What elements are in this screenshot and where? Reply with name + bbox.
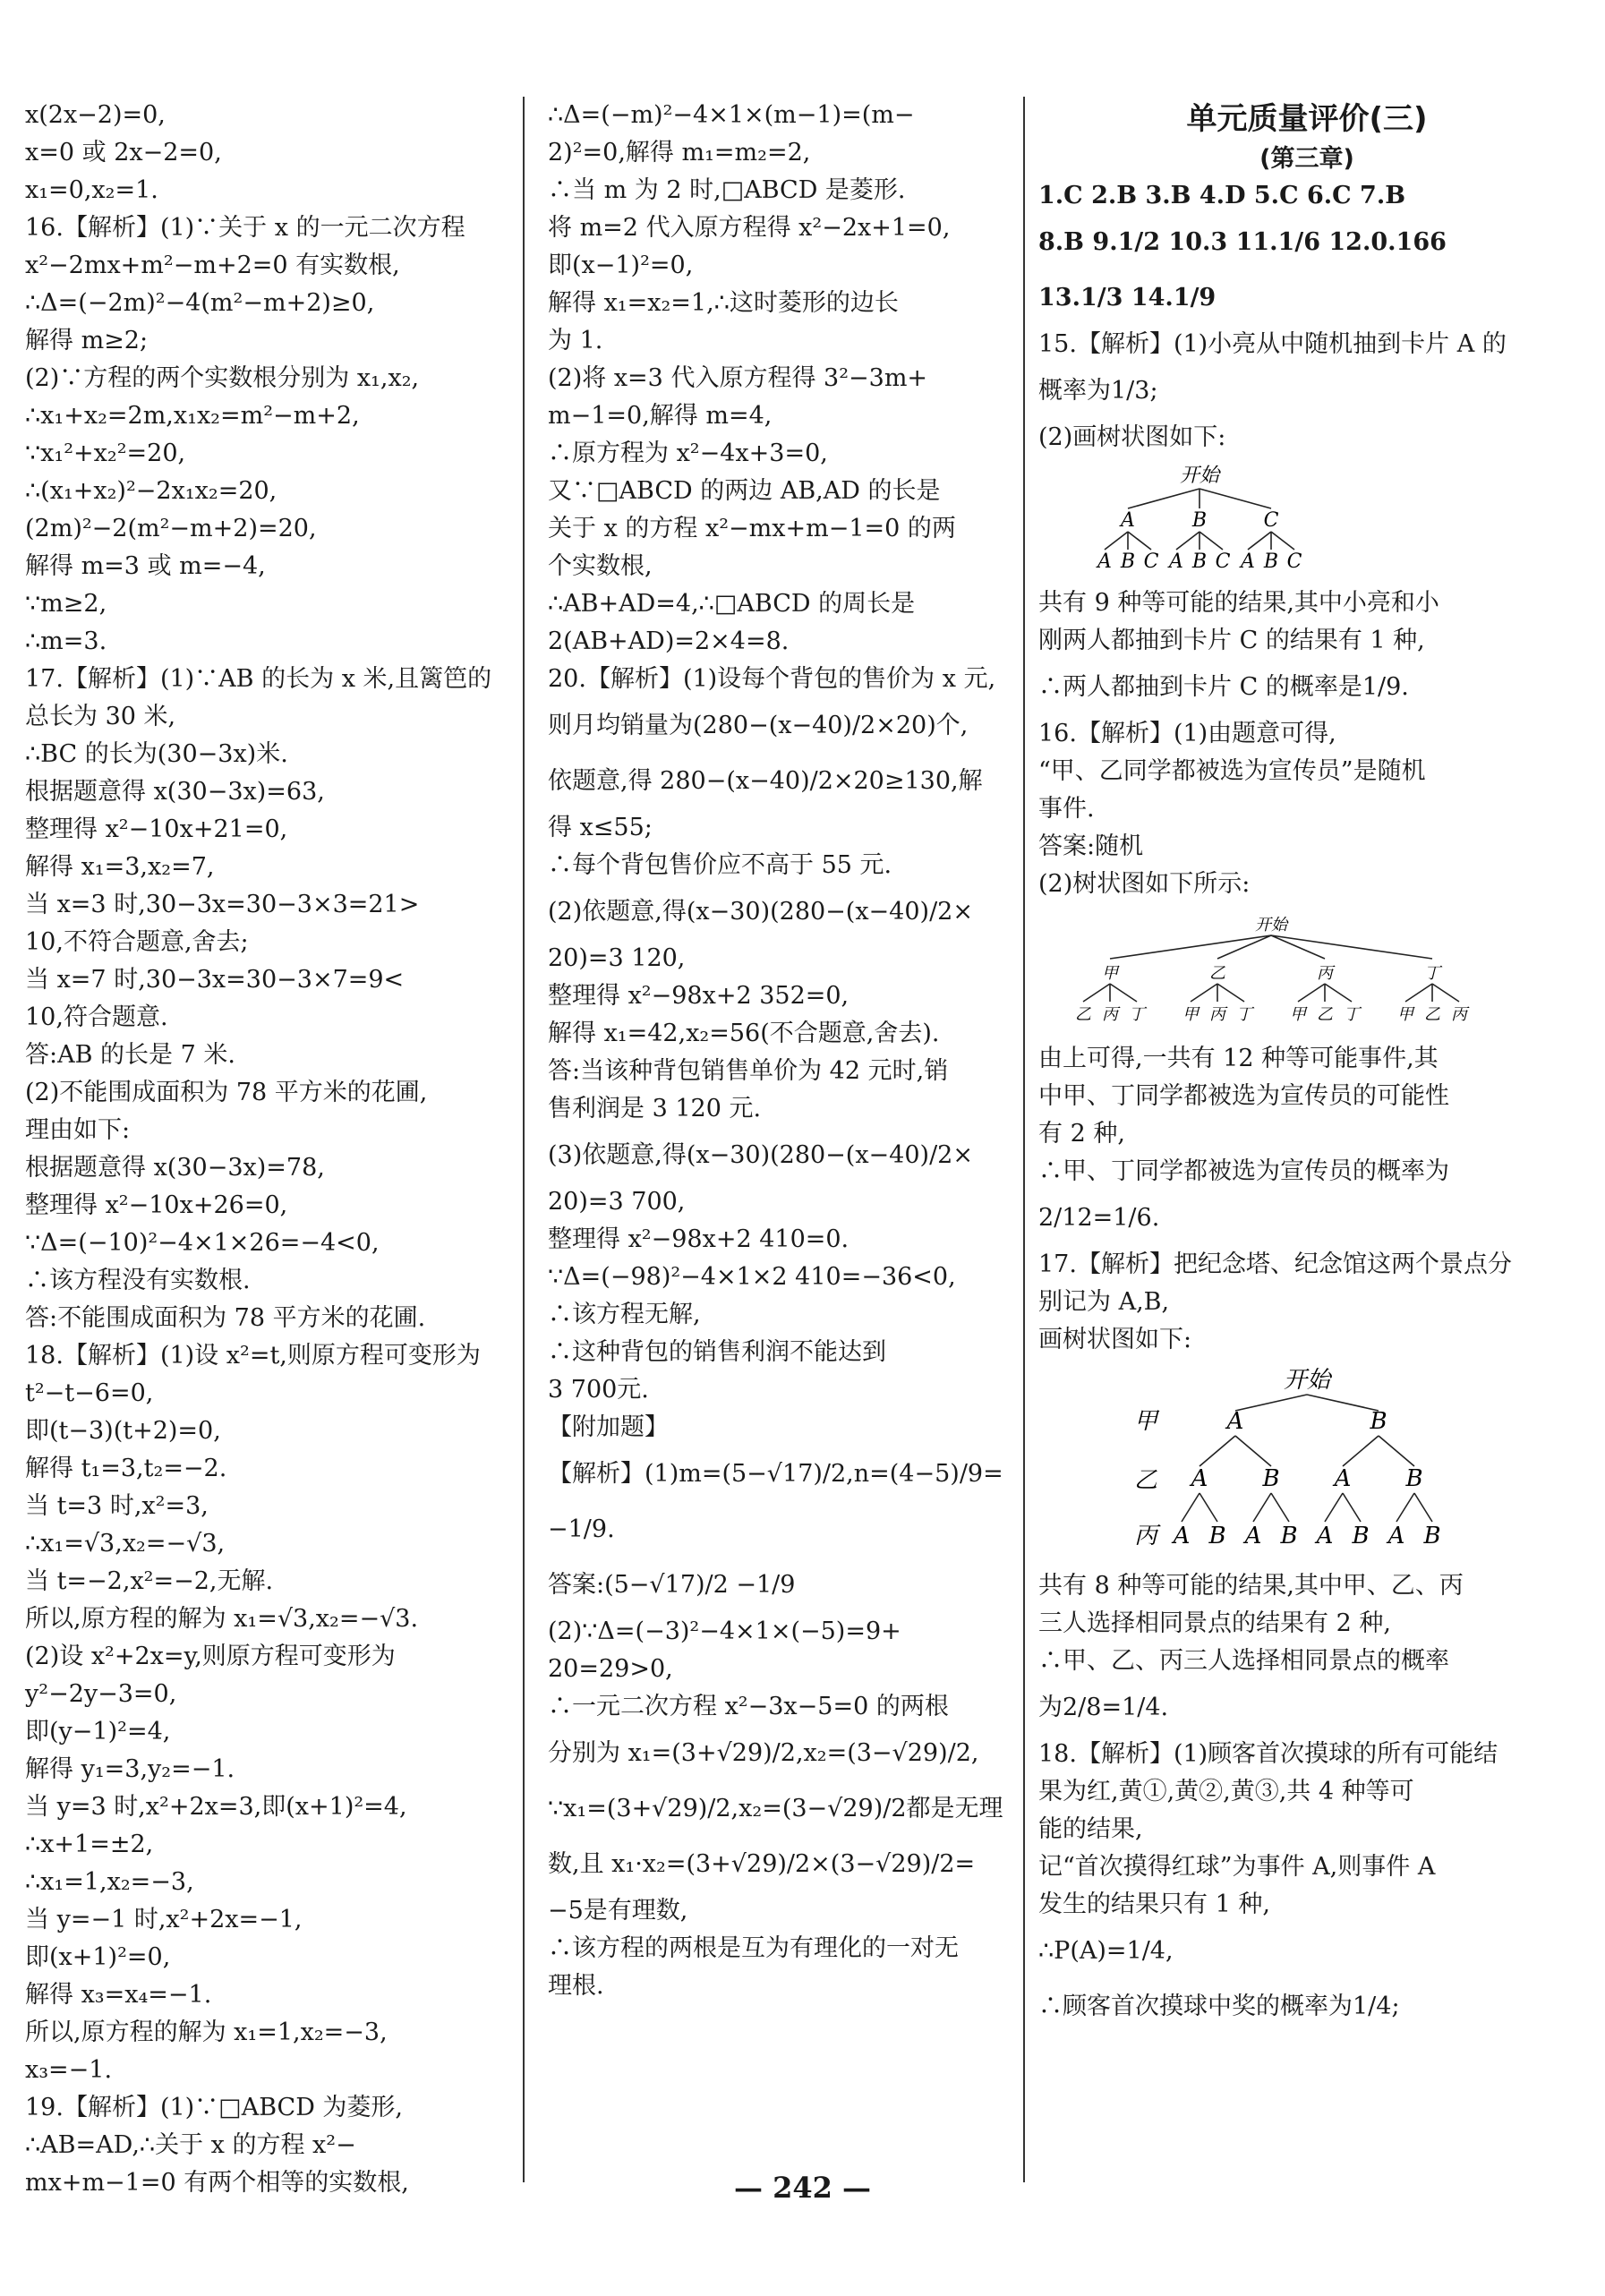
- text-line: ∴x+1=±2,: [25, 1831, 154, 1858]
- text-line: 【解析】(1)m=(5−√17)/2,n=(4−5)/9=: [548, 1460, 1003, 1488]
- tree-branch: [1105, 532, 1128, 550]
- text-line: −5是有理数,: [548, 1897, 688, 1925]
- text-line: ∴Δ=(−2m)²−4(m²−m+2)≥0,: [25, 289, 375, 317]
- text-line: ∵x₁²+x₂²=20,: [25, 440, 186, 467]
- text-line: 三人选择相同景点的结果有 2 种,: [1038, 1609, 1391, 1637]
- text-line: 总长为 30 米,: [25, 703, 176, 730]
- text-line: 答:当该种背包销售单价为 42 元时,销: [548, 1057, 949, 1085]
- text-line: 【附加题】: [548, 1413, 669, 1441]
- text-line: 所以,原方程的解为 x₁=√3,x₂=−√3.: [25, 1605, 419, 1633]
- text-line: 20=29>0,: [548, 1655, 673, 1683]
- text-line: 17.【解析】(1)∵AB 的长为 x 米,且篱笆的: [25, 665, 492, 693]
- tree-branch: [1343, 1493, 1361, 1522]
- text-line: 又∵□ABCD 的两边 AB,AD 的长是: [548, 477, 941, 505]
- unit-subtitle: (第三章): [1259, 145, 1354, 173]
- text-line: 能的结果,: [1038, 1815, 1143, 1843]
- text-line: “甲、乙同学都被选为宣传员”是随机: [1038, 757, 1426, 785]
- text-line: x=0 或 2x−2=0,: [25, 139, 222, 166]
- text-line: ∵m≥2,: [25, 590, 107, 618]
- text-line: ∴x₁=√3,x₂=−√3,: [25, 1530, 226, 1558]
- question-16: [1038, 715, 1575, 903]
- column-divider-right: [1023, 97, 1025, 2182]
- text-line: ∴每个背包售价应不高于 55 元.: [548, 851, 892, 879]
- text-line: 分别为 x₁=(3+√29)/2,x₂=(3−√29)/2,: [548, 1739, 979, 1767]
- text-line: 则月均销量为(280−(x−40)/2×20)个,: [548, 712, 969, 739]
- text-line: 10,不符合题意,舍去;: [25, 928, 249, 956]
- tree-node-label: 开始: [1255, 916, 1287, 935]
- text-line: 果为红,黄①,黄②,黄③,共 4 种等可: [1038, 1778, 1414, 1805]
- text-line: 解得 x₁=x₂=1,∴这时菱形的边长: [548, 289, 899, 317]
- tree-node-label: 甲: [1290, 1005, 1306, 1024]
- tree-node-label: 丙: [1209, 1005, 1225, 1024]
- text-line: 中甲、丁同学都被选为宣传员的可能性: [1038, 1082, 1449, 1110]
- text-line: 20.【解析】(1)设每个背包的售价为 x 元,: [548, 665, 996, 693]
- tree-branch: [1325, 1493, 1343, 1522]
- text-line: 当 t=3 时,x²=3,: [25, 1492, 209, 1520]
- question-17-result: [1038, 1567, 1575, 1736]
- text-line: ∴该方程无解,: [548, 1301, 701, 1328]
- text-line: 解得 t₁=3,t₂=−2.: [25, 1455, 227, 1482]
- tree-node-label: A: [1244, 1523, 1262, 1549]
- tree-node-label: 丁: [1344, 1005, 1360, 1024]
- text-line: (2)∵方程的两个实数根分别为 x₁,x₂,: [25, 364, 420, 392]
- tree-branch: [1432, 984, 1459, 1002]
- text-line: ∴两人都抽到卡片 C 的概率是1/9.: [1038, 673, 1409, 701]
- tree-node-label: 丁: [1129, 1005, 1145, 1024]
- text-line: 概率为1/3;: [1038, 377, 1158, 405]
- text-line: 答案:(5−√17)/2 −1/9: [548, 1571, 796, 1599]
- text-line: ∴AB=AD,∴关于 x 的方程 x²−: [25, 2131, 356, 2159]
- text-line: 答:不能围成面积为 78 平方米的花圃.: [25, 1304, 426, 1332]
- tree-diagram-3: [1128, 1364, 1486, 1552]
- answer-row-1: 1.C 2.B 3.B 4.D 5.C 6.C 7.B: [1038, 182, 1406, 209]
- text-line: (2)将 x=3 代入原方程得 3²−3m+: [548, 364, 928, 392]
- tree-branch: [1176, 532, 1199, 550]
- text-line: 由上可得,一共有 12 种等可能事件,其: [1038, 1045, 1439, 1072]
- text-line: 解得 x₁=42,x₂=56(不合题意,舍去).: [548, 1020, 940, 1047]
- tree-node-label: B: [1423, 1523, 1441, 1549]
- tree-branch: [1235, 1436, 1271, 1466]
- tree-branch: [1248, 532, 1271, 550]
- tree-node-label: 乙: [1424, 1005, 1440, 1024]
- tree-diagram-1: [1092, 462, 1325, 569]
- text-line: 20)=3 700,: [548, 1188, 686, 1216]
- text-line: ∴Δ=(−m)²−4×1×(m−1)=(m−: [548, 101, 915, 129]
- tree-branch: [1298, 984, 1325, 1002]
- text-line: 整理得 x²−10x+21=0,: [25, 815, 288, 843]
- column-middle: [548, 97, 1009, 2005]
- text-line: 整理得 x²−10x+26=0,: [25, 1191, 288, 1219]
- tree-node-label: A: [1121, 509, 1135, 532]
- text-line: ∴x₁=1,x₂=−3,: [25, 1868, 194, 1896]
- tree-branch: [1271, 532, 1294, 550]
- tree-node-label: B: [1191, 551, 1208, 569]
- tree-branch: [1191, 984, 1217, 1002]
- text-line: ∴AB+AD=4,∴□ABCD 的周长是: [548, 590, 916, 618]
- text-line: 为 1.: [548, 327, 603, 354]
- tree-branch: [1199, 1436, 1235, 1466]
- text-line: (2)树状图如下所示:: [1038, 870, 1251, 898]
- tree-node-label: 丁: [1424, 964, 1440, 983]
- question-18: [1038, 1736, 1575, 2035]
- text-line: 有 2 种,: [1038, 1120, 1125, 1148]
- text-line: ∴m=3.: [25, 627, 107, 655]
- column-right: [1038, 97, 1575, 2035]
- tree-node-label: 开始: [1283, 1367, 1331, 1394]
- text-line: (2)设 x²+2x=y,则原方程可变形为: [25, 1643, 396, 1670]
- tree-branch: [1110, 935, 1271, 959]
- column-left: [25, 97, 508, 2202]
- tree-branch: [1379, 1436, 1414, 1466]
- tree-node-label: 乙: [1317, 1005, 1333, 1024]
- tree-node-label: A: [1169, 551, 1183, 569]
- text-line: 解得 y₁=3,y₂=−1.: [25, 1755, 235, 1783]
- text-line: 即(y−1)²=4,: [25, 1718, 171, 1745]
- text-line: 共有 9 种等可能的结果,其中小亮和小: [1038, 589, 1439, 617]
- tree-branch: [1128, 489, 1199, 508]
- tree-branch: [1405, 984, 1432, 1002]
- text-line: ∴该方程的两根是互为有理化的一对无: [548, 1934, 959, 1962]
- text-line: 得 x≤55;: [548, 814, 653, 841]
- tree-node-label: A: [1334, 1465, 1352, 1492]
- text-line: 18.【解析】(1)顾客首次摸球的所有可能结: [1038, 1740, 1498, 1768]
- tree-diagram-2: [1056, 909, 1504, 1025]
- question-17: [1038, 1246, 1575, 1359]
- text-line: 18.【解析】(1)设 x²=t,则原方程可变形为: [25, 1342, 481, 1370]
- text-line: 解得 x₁=3,x₂=7,: [25, 853, 215, 881]
- text-line: 2)²=0,解得 m₁=m₂=2,: [548, 139, 811, 166]
- column-divider-left: [523, 97, 525, 2182]
- tree-branch: [1325, 984, 1352, 1002]
- text-line: 即(t−3)(t+2)=0,: [25, 1417, 221, 1445]
- tree-branch: [1199, 489, 1271, 508]
- text-line: ∵Δ=(−10)²−4×1×26=−4<0,: [25, 1229, 380, 1257]
- text-line: x²−2mx+m²−m+2=0 有实数根,: [25, 252, 400, 279]
- text-line: y²−2y−3=0,: [25, 1680, 177, 1708]
- text-line: ∴一元二次方程 x²−3x−5=0 的两根: [548, 1693, 949, 1720]
- text-line: 2/12=1/6.: [1038, 1204, 1160, 1232]
- text-line: 当 x=3 时,30−3x=30−3×3=21>: [25, 891, 420, 918]
- text-line: ∴x₁+x₂=2m,x₁x₂=m²−m+2,: [25, 402, 360, 430]
- tree-branch: [1396, 1493, 1414, 1522]
- tree-branch: [1199, 1493, 1217, 1522]
- tree-node-label: 丙: [1133, 1523, 1158, 1549]
- tree-node-label: B: [1120, 551, 1136, 569]
- text-line: 16.【解析】(1)∵关于 x 的一元二次方程: [25, 214, 465, 242]
- text-line: 15.【解析】(1)小亮从中随机抽到卡片 A 的: [1038, 330, 1507, 358]
- text-line: 刚两人都抽到卡片 C 的结果有 1 种,: [1038, 627, 1425, 654]
- text-line: 当 x=7 时,30−3x=30−3×7=9<: [25, 966, 405, 994]
- text-line: 2(AB+AD)=2×4=8.: [548, 627, 790, 655]
- text-line: 为2/8=1/4.: [1038, 1694, 1169, 1721]
- tree-node-label: 甲: [1397, 1005, 1413, 1024]
- tree-node-label: 甲: [1133, 1408, 1158, 1435]
- tree-branch: [1083, 984, 1110, 1002]
- tree-node-label: A: [1241, 551, 1255, 569]
- answer-row-3: 13.1/3 14.1/9: [1038, 284, 1217, 312]
- tree-branch: [1271, 1493, 1289, 1522]
- text-line: 依题意,得 280−(x−40)/2×20≥130,解: [548, 767, 983, 795]
- tree-node-label: 开始: [1179, 465, 1220, 487]
- text-line: (2)不能围成面积为 78 平方米的花圃,: [25, 1079, 428, 1106]
- text-line: 画树状图如下:: [1038, 1326, 1192, 1353]
- text-line: ∴当 m 为 2 时,□ABCD 是菱形.: [548, 176, 906, 204]
- text-line: 10,符合题意.: [25, 1003, 168, 1031]
- text-line: 16.【解析】(1)由题意可得,: [1038, 720, 1336, 747]
- tree-branch: [1307, 1395, 1379, 1411]
- tree-node-label: 甲: [1182, 1005, 1199, 1024]
- tree-branch: [1271, 935, 1432, 959]
- text-line: m−1=0,解得 m=4,: [548, 402, 773, 430]
- unit-title: 单元质量评价(三): [1186, 101, 1428, 137]
- tree-node-label: B: [1370, 1408, 1387, 1435]
- text-line: ∴甲、丁同学都被选为宣传员的概率为: [1038, 1157, 1449, 1185]
- text-line: 解得 x₃=x₄=−1.: [25, 1981, 212, 2009]
- question-15: [1038, 326, 1575, 457]
- text-line: 整理得 x²−98x+2 352=0,: [548, 982, 849, 1010]
- text-line: ∵x₁=(3+√29)/2,x₂=(3−√29)/2都是无理: [548, 1795, 1003, 1822]
- tree-node-label: B: [1280, 1523, 1298, 1549]
- text-line: (2)∵Δ=(−3)²−4×1×(−5)=9+: [548, 1617, 901, 1645]
- question-15-result: [1038, 585, 1575, 715]
- tree-branch: [1199, 532, 1223, 550]
- text-line: 即(x+1)²=0,: [25, 1943, 171, 1971]
- text-line: t²−t−6=0,: [25, 1379, 154, 1407]
- text-line: ∴P(A)=1/4,: [1038, 1937, 1174, 1965]
- tree-node-label: 乙: [1133, 1467, 1158, 1494]
- text-line: 答:AB 的长是 7 米.: [25, 1041, 235, 1069]
- text-line: ∴(x₁+x₂)²−2x₁x₂=20,: [25, 477, 277, 505]
- tree-branch: [1128, 532, 1151, 550]
- text-line: 答案:随机: [1038, 832, 1144, 860]
- text-line: 所以,原方程的解为 x₁=1,x₂=−3,: [25, 2019, 388, 2046]
- text-line: (2)依题意,得(x−30)(280−(x−40)/2×: [548, 898, 973, 926]
- tree-node-label: 丁: [1236, 1005, 1252, 1024]
- tree-node-label: B: [1263, 551, 1279, 569]
- tree-node-label: A: [1173, 1523, 1191, 1549]
- text-line: 共有 8 种等可能的结果,其中甲、乙、丙: [1038, 1572, 1464, 1600]
- text-line: x(2x−2)=0,: [25, 101, 166, 129]
- tree-branch: [1217, 984, 1244, 1002]
- tree-node-label: B: [1262, 1465, 1280, 1492]
- text-line: mx+m−1=0 有两个相等的实数根,: [25, 2169, 409, 2197]
- text-line: ∴甲、乙、丙三人选择相同景点的概率: [1038, 1647, 1449, 1675]
- tree-node-label: 乙: [1209, 964, 1225, 983]
- tree-node-label: A: [1316, 1523, 1334, 1549]
- question-16-result: [1038, 1040, 1575, 1246]
- tree-node-label: A: [1191, 1465, 1208, 1492]
- tree-branch: [1235, 1395, 1307, 1411]
- text-line: ∴BC 的长为(30−3x)米.: [25, 740, 288, 768]
- tree-node-label: 丙: [1317, 964, 1333, 983]
- tree-node-label: B: [1191, 509, 1208, 532]
- text-line: 记“首次摸得红球”为事件 A,则事件 A: [1038, 1853, 1436, 1881]
- tree-node-label: C: [1215, 551, 1231, 569]
- text-line: ∴原方程为 x²−4x+3=0,: [548, 440, 828, 467]
- text-line: −1/9.: [548, 1515, 615, 1543]
- text-line: 当 y=3 时,x²+2x=3,即(x+1)²=4,: [25, 1793, 407, 1821]
- tree-branch: [1182, 1493, 1199, 1522]
- text-line: ∴该方程没有实数根.: [25, 1267, 251, 1294]
- tree-node-label: 丙: [1102, 1005, 1118, 1024]
- text-line: ∴这种背包的销售利润不能达到: [548, 1338, 886, 1366]
- text-line: 个实数根,: [548, 552, 653, 580]
- tree-branch: [1110, 984, 1137, 1002]
- text-line: 3 700元.: [548, 1376, 649, 1404]
- text-line: 关于 x 的方程 x²−mx+m−1=0 的两: [548, 515, 956, 542]
- tree-branch: [1253, 1493, 1271, 1522]
- text-line: ∴顾客首次摸球中奖的概率为1/4;: [1038, 1993, 1400, 2020]
- text-line: 事件.: [1038, 795, 1095, 823]
- tree-node-label: C: [1286, 551, 1302, 569]
- text-line: 售利润是 3 120 元.: [548, 1095, 762, 1122]
- text-line: 理由如下:: [25, 1116, 131, 1144]
- text-line: 根据题意得 x(30−3x)=63,: [25, 778, 325, 806]
- text-line: x₃=−1.: [25, 2056, 113, 2084]
- text-line: (2m)²−2(m²−m+2)=20,: [25, 515, 317, 542]
- tree-node-label: B: [1208, 1523, 1226, 1549]
- text-line: x₁=0,x₂=1.: [25, 176, 158, 204]
- tree-node-label: A: [1387, 1523, 1405, 1549]
- tree-node-label: C: [1143, 551, 1159, 569]
- text-line: (2)画树状图如下:: [1038, 423, 1226, 451]
- tree-branch: [1414, 1493, 1432, 1522]
- text-line: 当 y=−1 时,x²+2x=−1,: [25, 1906, 303, 1933]
- text-line: 整理得 x²−98x+2 410=0.: [548, 1225, 849, 1253]
- text-line: ∵Δ=(−98)²−4×1×2 410=−36<0,: [548, 1263, 956, 1291]
- tree-node-label: A: [1097, 551, 1112, 569]
- tree-node-label: 乙: [1075, 1005, 1091, 1024]
- text-line: 17.【解析】把纪念塔、纪念馆这两个景点分: [1038, 1250, 1512, 1278]
- tree-node-label: A: [1226, 1408, 1244, 1435]
- text-line: 根据题意得 x(30−3x)=78,: [25, 1154, 325, 1182]
- tree-node-label: B: [1352, 1523, 1370, 1549]
- tree-branch: [1343, 1436, 1379, 1466]
- text-line: (3)依题意,得(x−30)(280−(x−40)/2×: [548, 1141, 973, 1169]
- text-line: 19.【解析】(1)∵□ABCD 为菱形,: [25, 2094, 404, 2121]
- text-line: 数,且 x₁·x₂=(3+√29)/2×(3−√29)/2=: [548, 1850, 976, 1878]
- text-line: 解得 m≥2;: [25, 327, 149, 354]
- text-line: 解得 m=3 或 m=−4,: [25, 552, 266, 580]
- answer-row-2: 8.B 9.1/2 10.3 11.1/6 12.0.166: [1038, 228, 1447, 256]
- text-line: 即(x−1)²=0,: [548, 252, 694, 279]
- text-line: 当 t=−2,x²=−2,无解.: [25, 1567, 274, 1595]
- text-line: 别记为 A,B,: [1038, 1288, 1170, 1316]
- text-line: 发生的结果只有 1 种,: [1038, 1891, 1270, 1918]
- tree-node-label: B: [1405, 1465, 1423, 1492]
- tree-node-label: 丙: [1451, 1005, 1467, 1024]
- text-line: 20)=3 120,: [548, 944, 686, 972]
- text-line: 理根.: [548, 1972, 604, 2000]
- tree-node-label: 甲: [1102, 964, 1118, 983]
- text-line: 将 m=2 代入原方程得 x²−2x+1=0,: [548, 214, 951, 242]
- tree-node-label: C: [1263, 509, 1279, 532]
- page-number: — 242 —: [733, 2171, 872, 2205]
